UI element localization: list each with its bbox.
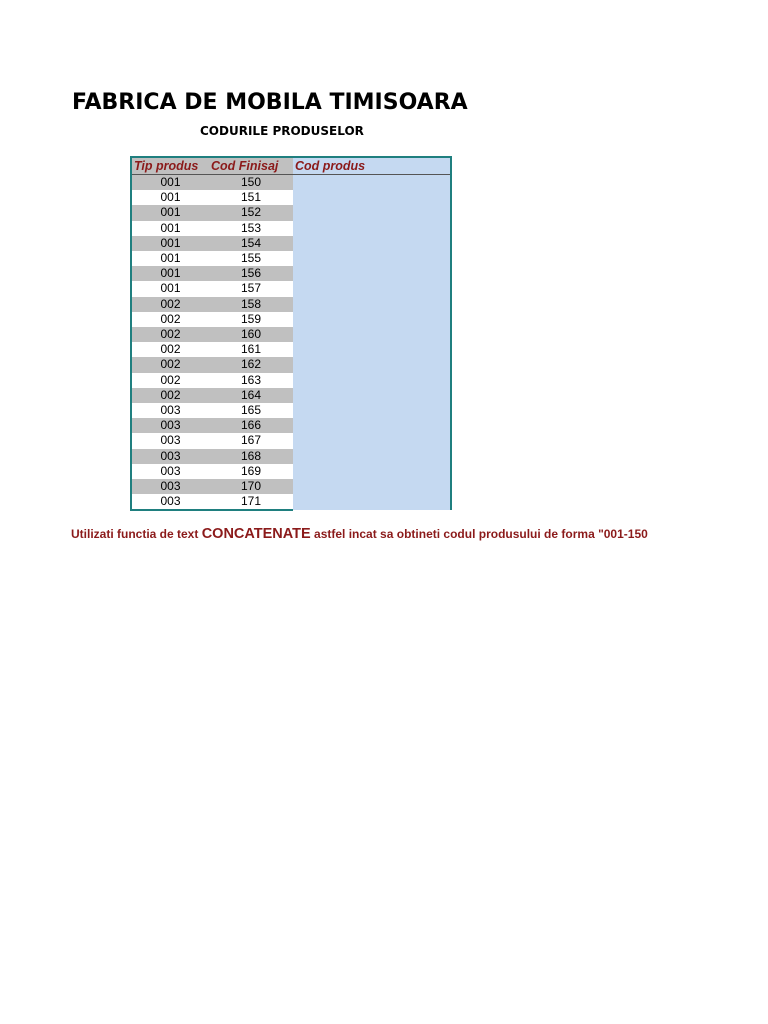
table-row bbox=[131, 479, 451, 494]
table-row bbox=[131, 175, 451, 191]
table-row bbox=[131, 281, 451, 296]
cell-cod-produs[interactable] bbox=[293, 312, 451, 327]
table-row bbox=[131, 297, 451, 312]
cell-tip-produs[interactable]: 002 bbox=[131, 388, 209, 403]
cell-tip-produs[interactable]: 003 bbox=[131, 433, 209, 448]
cell-cod-finisaj[interactable]: 160 bbox=[209, 327, 293, 342]
cell-cod-produs[interactable] bbox=[293, 433, 451, 448]
cell-cod-produs[interactable] bbox=[293, 266, 451, 281]
cell-cod-finisaj[interactable]: 162 bbox=[209, 357, 293, 372]
cell-tip-produs[interactable]: 002 bbox=[131, 312, 209, 327]
cell-cod-finisaj[interactable]: 158 bbox=[209, 297, 293, 312]
cell-tip-produs[interactable]: 002 bbox=[131, 342, 209, 357]
cell-cod-produs[interactable] bbox=[293, 373, 451, 388]
cell-cod-finisaj[interactable]: 169 bbox=[209, 464, 293, 479]
table-header-row bbox=[131, 157, 451, 175]
cell-cod-finisaj[interactable]: 150 bbox=[209, 175, 293, 191]
cell-cod-produs[interactable] bbox=[293, 190, 451, 205]
cell-cod-produs[interactable] bbox=[293, 388, 451, 403]
table-row bbox=[131, 357, 451, 372]
table-row bbox=[131, 205, 451, 220]
cell-cod-produs[interactable] bbox=[293, 449, 451, 464]
instruction-suffix: astfel incat sa obtineti codul produsului de forma "001-150 bbox=[310, 527, 648, 541]
cell-tip-produs[interactable]: 003 bbox=[131, 479, 209, 494]
cell-cod-produs[interactable] bbox=[293, 418, 451, 433]
cell-cod-produs[interactable] bbox=[293, 297, 451, 312]
cell-cod-finisaj[interactable]: 168 bbox=[209, 449, 293, 464]
cell-cod-produs[interactable] bbox=[293, 494, 451, 510]
cell-cod-produs[interactable] bbox=[293, 357, 451, 372]
instruction-keyword: CONCATENATE bbox=[201, 526, 311, 542]
cell-cod-produs[interactable] bbox=[293, 464, 451, 479]
cell-cod-finisaj[interactable]: 165 bbox=[209, 403, 293, 418]
cell-cod-finisaj[interactable]: 154 bbox=[209, 236, 293, 251]
cell-cod-finisaj[interactable]: 152 bbox=[209, 205, 293, 220]
column-header-tip-produs[interactable]: Tip produs bbox=[131, 157, 209, 175]
cell-cod-finisaj[interactable]: 155 bbox=[209, 251, 293, 266]
table-row bbox=[131, 388, 451, 403]
cell-cod-produs[interactable] bbox=[293, 175, 451, 191]
instruction-prefix: Utilizati functia de text bbox=[71, 527, 202, 541]
cell-cod-finisaj[interactable]: 156 bbox=[209, 266, 293, 281]
cell-cod-produs[interactable] bbox=[293, 281, 451, 296]
cell-cod-finisaj[interactable]: 151 bbox=[209, 190, 293, 205]
cell-tip-produs[interactable]: 003 bbox=[131, 449, 209, 464]
cell-tip-produs[interactable]: 001 bbox=[131, 281, 209, 296]
column-header-cod-produs[interactable]: Cod produs bbox=[293, 157, 451, 175]
cell-cod-finisaj[interactable]: 166 bbox=[209, 418, 293, 433]
cell-cod-finisaj[interactable]: 167 bbox=[209, 433, 293, 448]
cell-tip-produs[interactable]: 002 bbox=[131, 327, 209, 342]
table-row bbox=[131, 494, 451, 510]
instruction-text bbox=[71, 526, 648, 542]
cell-cod-produs[interactable] bbox=[293, 221, 451, 236]
column-header-cod-finisaj[interactable]: Cod Finisaj bbox=[209, 157, 293, 175]
cell-tip-produs[interactable]: 003 bbox=[131, 464, 209, 479]
table-row bbox=[131, 449, 451, 464]
cell-tip-produs[interactable]: 001 bbox=[131, 175, 209, 191]
cell-cod-finisaj[interactable]: 170 bbox=[209, 479, 293, 494]
table-row bbox=[131, 342, 451, 357]
table-row bbox=[131, 418, 451, 433]
table-row bbox=[131, 312, 451, 327]
cell-cod-produs[interactable] bbox=[293, 236, 451, 251]
page-subtitle: CODURILE PRODUSELOR bbox=[200, 124, 364, 138]
cell-tip-produs[interactable]: 001 bbox=[131, 236, 209, 251]
cell-tip-produs[interactable]: 001 bbox=[131, 190, 209, 205]
cell-cod-finisaj[interactable]: 157 bbox=[209, 281, 293, 296]
table-row bbox=[131, 221, 451, 236]
cell-tip-produs[interactable]: 001 bbox=[131, 266, 209, 281]
cell-cod-produs[interactable] bbox=[293, 342, 451, 357]
cell-cod-produs[interactable] bbox=[293, 205, 451, 220]
cell-tip-produs[interactable]: 003 bbox=[131, 494, 209, 510]
table-row bbox=[131, 433, 451, 448]
table-row bbox=[131, 327, 451, 342]
cell-cod-produs[interactable] bbox=[293, 327, 451, 342]
table-row bbox=[131, 190, 451, 205]
cell-cod-produs[interactable] bbox=[293, 479, 451, 494]
cell-tip-produs[interactable]: 002 bbox=[131, 297, 209, 312]
cell-cod-finisaj[interactable]: 161 bbox=[209, 342, 293, 357]
cell-cod-finisaj[interactable]: 153 bbox=[209, 221, 293, 236]
table-row bbox=[131, 403, 451, 418]
table-row bbox=[131, 236, 451, 251]
cell-tip-produs[interactable]: 001 bbox=[131, 205, 209, 220]
cell-cod-finisaj[interactable]: 163 bbox=[209, 373, 293, 388]
cell-tip-produs[interactable]: 001 bbox=[131, 251, 209, 266]
cell-cod-finisaj[interactable]: 164 bbox=[209, 388, 293, 403]
table-row bbox=[131, 373, 451, 388]
cell-cod-finisaj[interactable]: 159 bbox=[209, 312, 293, 327]
cell-tip-produs[interactable]: 003 bbox=[131, 403, 209, 418]
cell-tip-produs[interactable]: 002 bbox=[131, 373, 209, 388]
product-codes-table bbox=[130, 156, 452, 511]
cell-tip-produs[interactable]: 001 bbox=[131, 221, 209, 236]
cell-tip-produs[interactable]: 003 bbox=[131, 418, 209, 433]
cell-cod-produs[interactable] bbox=[293, 251, 451, 266]
table-row bbox=[131, 464, 451, 479]
page-title: FABRICA DE MOBILA TIMISOARA bbox=[72, 90, 468, 115]
cell-cod-produs[interactable] bbox=[293, 403, 451, 418]
table-row bbox=[131, 266, 451, 281]
cell-tip-produs[interactable]: 002 bbox=[131, 357, 209, 372]
table-row bbox=[131, 251, 451, 266]
cell-cod-finisaj[interactable]: 171 bbox=[209, 494, 293, 510]
